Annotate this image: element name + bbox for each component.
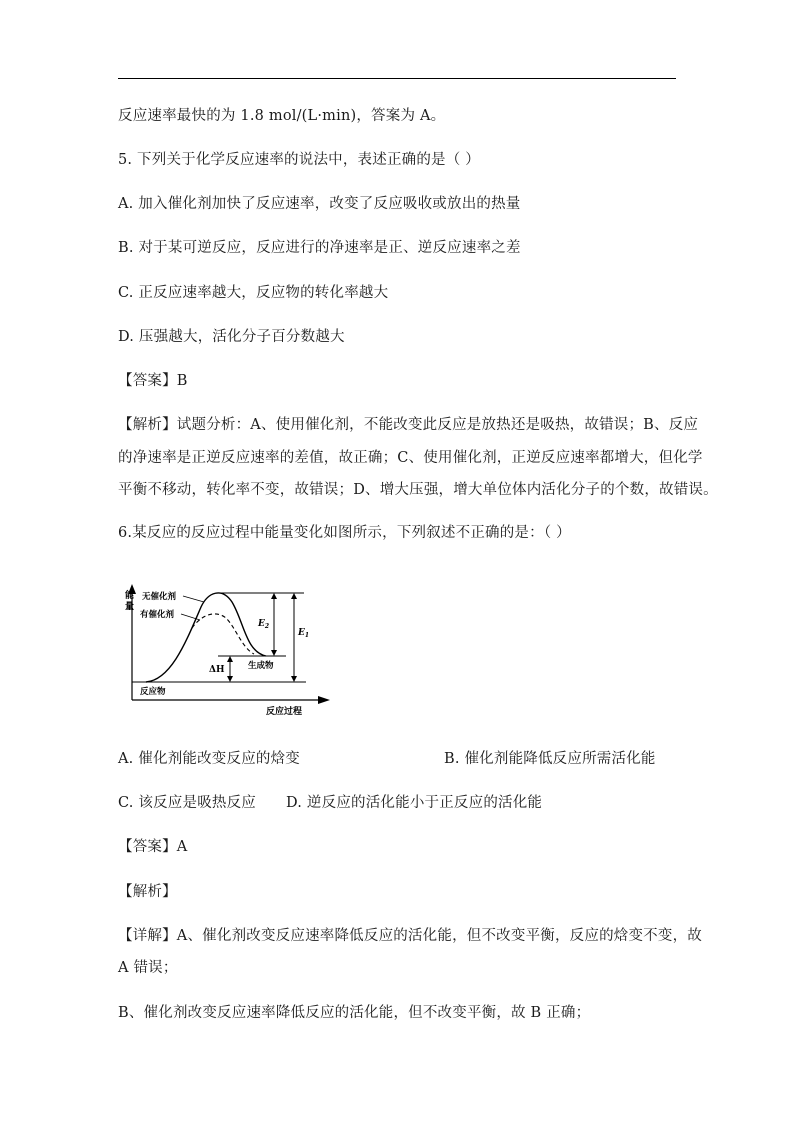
question-6-option-a: A. 催化剂能改变反应的焓变 xyxy=(118,751,300,767)
e1-arrowhead-bottom xyxy=(291,676,297,682)
detail-line: B、催化剂改变反应速率降低反应的活化能，但不改变平衡，故 B 正确； xyxy=(118,1005,591,1021)
detail-line: 【详解】A、催化剂改变反应速率降低反应的活化能，但不改变平衡，反应的焓变不变，故 xyxy=(118,928,702,944)
energy-diagram xyxy=(126,582,332,718)
label-e1: $E_1$ xyxy=(298,628,310,639)
detail-line: A 错误； xyxy=(118,960,178,976)
label-no-catalyst: 无催化剂 xyxy=(142,592,177,602)
label-with-catalyst: 有催化剂 xyxy=(140,610,175,620)
question-6-option-b: B. 催化剂能降低反应所需活化能 xyxy=(444,751,656,767)
label-delta-h: ΔH xyxy=(209,665,225,675)
question-5-option-a: A. 加入催化剂加快了反应速率，改变了反应吸收或放出的热量 xyxy=(118,196,521,212)
answer-label: 【答案】A xyxy=(118,839,188,855)
question-5-option-b: B. 对于某可逆反应，反应进行的净速率是正、逆反应速率之差 xyxy=(118,240,521,256)
y-axis-label-1: 能 xyxy=(125,591,135,601)
delta-h-arrowhead-top xyxy=(227,656,233,662)
question-5-option-c: C. 正反应速率越大，反应物的转化率越大 xyxy=(118,285,389,301)
question-5-stem: 5. 下列关于化学反应速率的说法中，表述正确的是（ ） xyxy=(118,152,480,168)
x-axis-arrow xyxy=(318,696,330,704)
e1-arrowhead-top xyxy=(291,593,297,599)
analysis-line: 平衡不移动，转化率不变，故错误；D、增大压强，增大单位体内活化分子的个数，故错误。 xyxy=(118,482,718,498)
label-product: 生成物 xyxy=(248,661,274,671)
analysis-line: 的净速率是正逆反应速率的差值，故正确；C、使用催化剂，正逆反应速率都增大，但化学 xyxy=(118,450,703,466)
y-axis-label-2: 量 xyxy=(125,602,135,612)
question-6-option-d: D. 逆反应的活化能小于正反应的活化能 xyxy=(286,795,543,811)
label-reactant: 反应物 xyxy=(140,687,166,697)
answer-label: 【答案】B xyxy=(118,373,188,389)
label-e2: $E_2$ xyxy=(258,619,270,630)
question-6-stem: 6.某反应的反应过程中能量变化如图所示，下列叙述不正确的是：（ ） xyxy=(118,525,571,541)
analysis-line: 【解析】试题分析：A、使用催化剂，不能改变此反应是放热还是吸热，故错误；B、反应 xyxy=(118,417,699,433)
x-axis-label: 反应过程 xyxy=(266,707,303,717)
header-rule xyxy=(118,78,676,79)
question-5-option-d: D. 压强越大，活化分子百分数越大 xyxy=(118,329,345,345)
analysis-heading: 【解析】 xyxy=(118,884,177,900)
leader-no-catalyst xyxy=(183,596,204,602)
e2-arrowhead-bottom xyxy=(271,650,277,656)
curve-with-catalyst xyxy=(192,614,254,654)
e2-arrowhead-top xyxy=(271,593,277,599)
delta-h-arrowhead-bottom xyxy=(227,676,233,682)
question-6-option-c: C. 该反应是吸热反应 xyxy=(118,795,256,811)
text-line: 反应速率最快的为 1.8 mol/(L·min)，答案为 A。 xyxy=(118,108,446,124)
